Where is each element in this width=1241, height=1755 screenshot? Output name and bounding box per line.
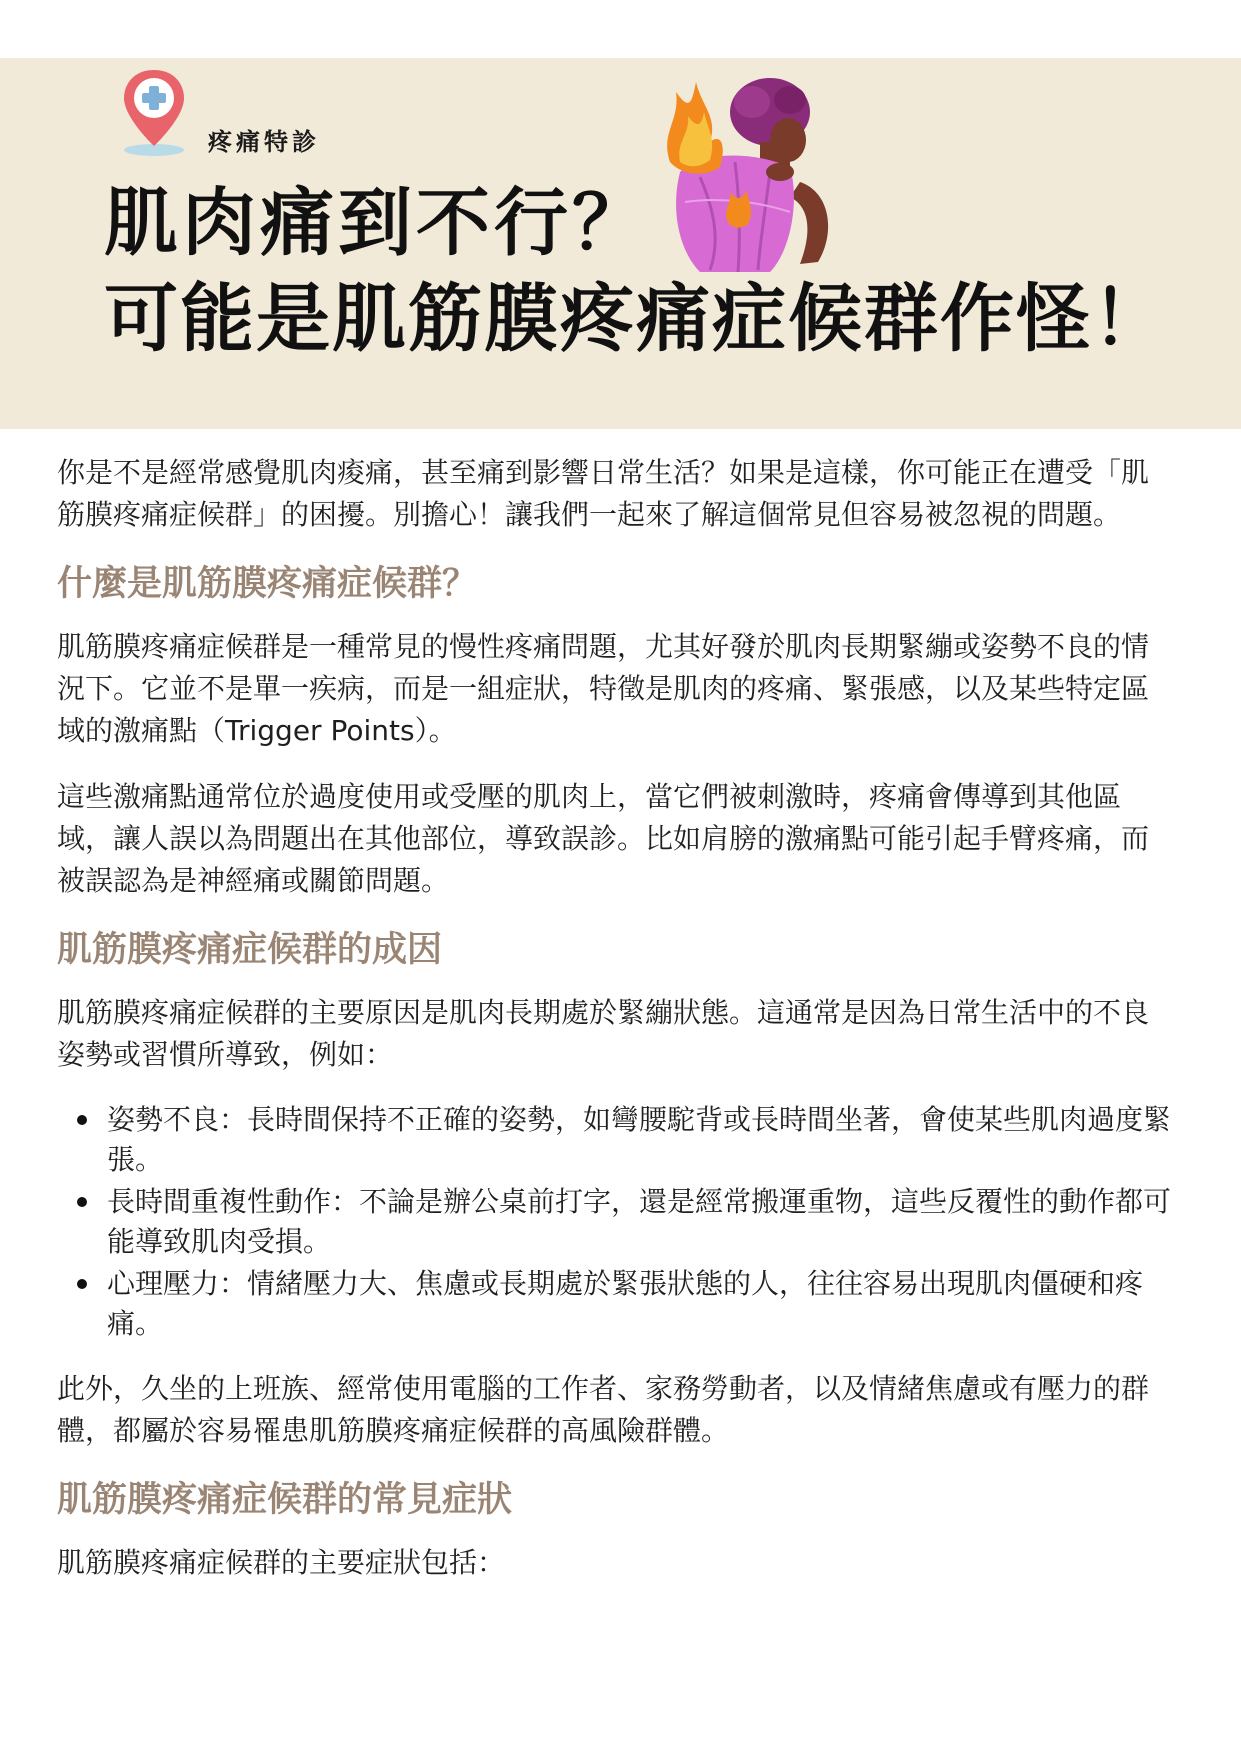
page-title-line2: 可能是肌筋膜疼痛症候群作怪！ — [104, 276, 1168, 362]
section-heading-causes: 肌筋膜疼痛症候群的成因 — [57, 930, 443, 970]
list-item-text: 長時間重複性動作：不論是辦公桌前打字，還是經常搬運重物，這些反覆性的動作都可能導致肌肉受損。 — [107, 1185, 1172, 1258]
paragraph: 此外，久坐的上班族、經常使用電腦的工作者、家務勞動者，以及情緒焦慮或有壓力的群體，都屬於容易罹患肌筋膜疼痛症候群的高風險群體。 — [57, 1372, 1150, 1447]
header-banner — [0, 58, 1241, 429]
intro-paragraph: 你是不是經常感覺肌肉痠痛，甚至痛到影響日常生活？如果是這樣，你可能正在遭受「肌筋膜疼痛症候群」的困擾。別擔心！讓我們一起來了解這個常見但容易被忽視的問題。 — [57, 456, 1150, 531]
article-body — [57, 452, 1172, 1608]
bullet-dot-icon — [77, 1279, 87, 1289]
bullet-dot-icon — [77, 1197, 87, 1207]
paragraph: 這些激痛點通常位於過度使用或受壓的肌肉上，當它們被刺激時，疼痛會傳導到其他區域，讓人誤以為問題出在其他部位，導致誤診。比如肩膀的激痛點可能引起手臂疼痛，而被誤認為是神經痛或關節問題。 — [57, 780, 1150, 897]
category-tag: 疼痛特診 — [208, 128, 320, 156]
causes-list — [57, 1100, 1172, 1344]
bullet-dot-icon — [77, 1115, 87, 1125]
paragraph: 肌筋膜疼痛症候群的主要原因是肌肉長期處於緊繃狀態。這通常是因為日常生活中的不良姿勢或習慣所導致，例如： — [57, 996, 1150, 1071]
location-pin-medical-icon — [118, 66, 190, 158]
list-item — [57, 1182, 1172, 1262]
section-heading-what-is: 什麼是肌筋膜疼痛症候群？ — [57, 564, 478, 604]
list-item — [57, 1264, 1172, 1344]
list-item — [57, 1100, 1172, 1180]
list-item-text: 姿勢不良：長時間保持不正確的姿勢，如彎腰駝背或長時間坐著，會使某些肌肉過度緊張。 — [107, 1103, 1172, 1176]
list-item-text: 心理壓力：情緒壓力大、焦慮或長期處於緊張狀態的人，往往容易出現肌肉僵硬和疼痛。 — [107, 1267, 1144, 1340]
page-title-line1: 肌肉痛到不行？ — [104, 180, 650, 266]
paragraph: 肌筋膜疼痛症候群的主要症狀包括： — [57, 1546, 506, 1579]
section-heading-symptoms: 肌筋膜疼痛症候群的常見症狀 — [57, 1480, 513, 1520]
burning-back-pain-illustration — [640, 72, 840, 282]
paragraph: 肌筋膜疼痛症候群是一種常見的慢性疼痛問題，尤其好發於肌肉長期緊繃或姿勢不良的情況下。它並不是單一疾病，而是一組症狀，特徵是肌肉的疼痛、緊張感，以及某些特定區域的激痛點（Trigger Points）。 — [57, 630, 1150, 747]
